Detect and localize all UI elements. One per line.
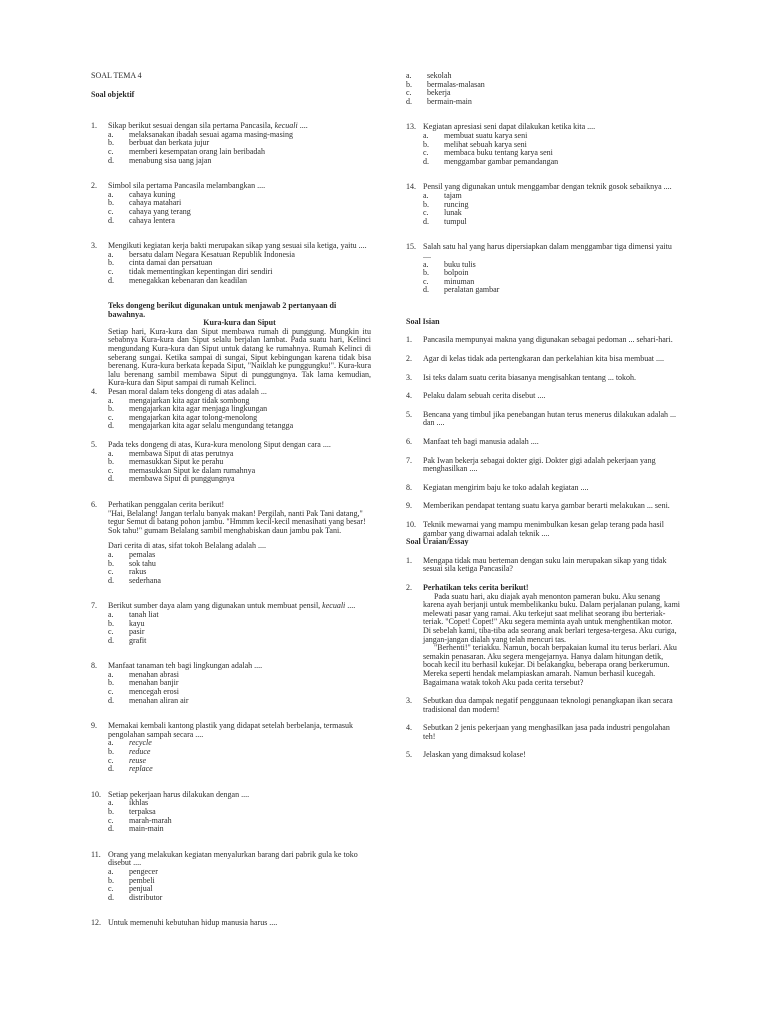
question-italic: kecuali <box>274 121 298 131</box>
question-number: 10. <box>91 789 101 799</box>
option-c[interactable]: c. memasukkan Siput ke dalam rumahnya <box>108 465 256 475</box>
isian-text: Kegiatan mengirim baju ke toko adalah kegiatan .... <box>423 482 589 492</box>
isian-text: Teknik mewarnai yang mampu menimbulkan kesan gelap terang pada hasil gambar yang diwarnai adalah teknik .... <box>423 520 664 538</box>
option-d[interactable]: d. tumpul <box>423 216 467 226</box>
story-body: Setiap hari, Kura-kura dan Siput membawa rumah di punggung. Mungkin itu sebabnya Kura-kura dan Siput selalu berjalan lambat. Pada suatu hari, Kelinci mengundang Kura-kura dan Siput untuk datang ke rumahnya. Rumah Kelinci di seberang sungai. Ketika sampai di sungai, Siput kebingungan karena tidak bisa berenang. Kura-kura berkata kepada Siput, "Naiklah ke punggungku!". Kura-kura lalu berenang sambil membawa Siput di punggungnya. Tak lama kemudian, Kura-kura dan Siput sampai di rumah Kelinci. <box>108 326 371 388</box>
essay-text: Mengapa tidak mau berteman dengan suku lain merupakan sikap yang tidak sesuai sila ketiga Pancasila? <box>423 555 667 574</box>
story-intro: Teks dongeng berikut digunakan untuk menjawab 2 pertanyaan di bawahnya. <box>108 301 337 319</box>
question-text: Untuk memenuhi kebutuhan hidup manusia harus .... <box>108 918 278 928</box>
option-c[interactable]: c. mencegah erosi <box>108 687 179 697</box>
option-c[interactable]: c. memberi kesempatan orang lain beribadah <box>108 146 265 156</box>
question-1 <box>91 122 371 165</box>
option-d[interactable]: d. menegakkan kebenaran dan keadilan <box>108 275 247 285</box>
question-number: 1. <box>91 121 97 131</box>
left-column <box>91 72 371 928</box>
isian-7: 7. Pak Iwan bekerja sebagai dokter gigi. Dokter gigi adalah pekerjaan yang menghasilkan .... <box>406 455 656 474</box>
option-c[interactable]: c. reuse <box>108 755 147 765</box>
option-a[interactable]: a. membuat suatu karya seni <box>423 130 528 140</box>
question-number: 5. <box>91 440 97 449</box>
right-column <box>406 72 681 760</box>
question-tail: .... <box>297 121 308 131</box>
isian-1: 1. Pancasila mempunyai makna yang digunakan sebagai pedoman ... sehari-hari. <box>406 335 673 345</box>
option-a[interactable]: a. sekolah <box>406 71 452 80</box>
option-c[interactable]: c. bekerja <box>406 88 451 98</box>
question-text: Pesan moral dalam teks dongeng di atas adalah ... <box>108 387 267 397</box>
option-d[interactable]: d. cahaya lentera <box>108 215 175 225</box>
option-a[interactable]: a. tanah liat <box>108 609 159 619</box>
option-b[interactable]: b. cinta damai dan persatuan <box>108 258 213 268</box>
option-d[interactable]: d. menahan aliran air <box>108 695 189 705</box>
option-d[interactable]: d. menabung sisa uang jajan <box>108 155 212 165</box>
question-13 <box>406 123 681 166</box>
essay-3: 3. Sebutkan dua dampak negatif penggunaan teknologi penangkapan ikan secara tradisional dan modern! <box>406 696 673 714</box>
question-15 <box>406 243 681 295</box>
question-number: 4. <box>91 387 97 397</box>
question-text: Sikap berikut sesuai dengan sila pertama Pancasila, <box>108 121 275 131</box>
option-d[interactable]: d. membawa Siput di punggungnya <box>108 474 235 484</box>
option-a[interactable]: a. tajam <box>423 190 462 200</box>
question-number: 9. <box>91 721 97 731</box>
isian-text: Manfaat teh bagi manusia adalah .... <box>423 437 539 447</box>
question-12 <box>91 919 371 928</box>
isian-text: Pak Iwan bekerja sebagai dokter gigi. Dokter gigi adalah pekerjaan yang menghasilkan .... <box>423 455 656 474</box>
option-c[interactable]: c. minuman <box>423 276 475 286</box>
isian-text: Pelaku dalam sebuah cerita disebut .... <box>423 391 546 401</box>
isian-4: 4. Pelaku dalam sebuah cerita disebut .... <box>406 391 546 401</box>
story-title: Kura-kura dan Siput <box>203 318 276 328</box>
option-a[interactable]: a. membawa Siput di atas perutnya <box>108 448 234 458</box>
question-number: 14. <box>406 182 416 192</box>
question-prompt: Dari cerita di atas, sifat tokoh Belalang adalah .... <box>108 541 266 551</box>
option-a[interactable]: a. pengecer <box>108 866 158 876</box>
question-text: Orang yang melakukan kegiatan menyalurkan barang dari pabrik gula ke toko disebut .... <box>108 849 358 868</box>
option-d[interactable]: d. menggambar gambar pemandangan <box>423 156 559 166</box>
question-4 <box>91 388 371 431</box>
question-number: 3. <box>91 241 97 251</box>
isian-text: Isi teks dalam suatu cerita biasanya mengisahkan tentang ... tokoh. <box>423 372 637 382</box>
essay-2: 2. Perhatikan teks cerita berikut! Pada suatu hari, aku diajak ayah menonton pameran buku. Aku senang karena ayah berjanji untuk membelikanku buku. Dalam perjalanan pulang, kami melewati pasar yang ramai. Aku terkejut saat melihat seorang ibu berteriak-teriak. "Copet! Copet!" Aku segera meminta ayah untuk menghentikan motor. Di sebelah kami, tiba-tiba ada seorang anak berlari tergesa-tergesa. Aku curiga, jangan-jangan dialah yang telah mencuri tas. "Berhenti!" teriakku. Namun, bocah berpakaian kumal itu terus berlari. Aku semakin penasaran. Aku segera mengejarnya. Hanya dalam hitungan detik, bocah kecil itu berhasil kukejar. Di belakangku, beberapa orang berkerumun. Mereka seperti hendak melampiaskan amarah. Namun berhasil kucegah. Bagaimana watak tokoh Aku pada cerita tersebut? <box>406 582 681 687</box>
option-a[interactable]: a. recycle <box>108 738 152 748</box>
option-d[interactable]: d. main-main <box>108 824 164 834</box>
question-text: Pada teks dongeng di atas, Kura-kura menolong Siput dengan cara .... <box>108 440 331 449</box>
essay-heading: Soal Uraian/Essay <box>406 537 469 547</box>
isian-2: 2. Agar di kelas tidak ada pertengkaran dan perkelahian kita bisa membuat .... <box>406 354 665 364</box>
option-d[interactable]: d. mengajarkan kita agar selalu mengundang tetangga <box>108 421 294 431</box>
option-d[interactable]: d. replace <box>108 764 153 774</box>
option-c[interactable]: c. cahaya yang terang <box>108 206 191 216</box>
essay-4: 4. Sebutkan 2 jenis pekerjaan yang menghasilkan jasa pada industri pengolahan teh! <box>406 723 670 741</box>
option-c[interactable]: c. membaca buku tentang karya seni <box>423 148 553 158</box>
option-a[interactable]: a. bersatu dalam Negara Kesatuan Republik Indonesia <box>108 249 295 259</box>
isian-6: 6. Manfaat teh bagi manusia adalah .... <box>406 437 539 447</box>
question-text: Pensil yang digunakan untuk menggambar dengan teknik gosok sebaiknya .... <box>423 182 672 192</box>
option-b[interactable]: b. reduce <box>108 747 151 757</box>
option-b[interactable]: b. melihat sebuah karya seni <box>423 139 527 149</box>
question-italic: kecuali <box>322 601 346 611</box>
option-c[interactable]: c. lunak <box>423 208 462 218</box>
option-b[interactable]: b. cahaya matahari <box>108 198 182 208</box>
question-9 <box>91 722 371 774</box>
question-11 <box>91 851 371 903</box>
question-14 <box>406 183 681 226</box>
option-b[interactable]: b. sok tahu <box>108 558 156 568</box>
question-text: Simbol sila pertama Pancasila melambangkan .... <box>108 181 266 191</box>
option-b[interactable]: b. bolpoin <box>423 268 469 278</box>
option-c[interactable]: c. penjual <box>108 884 153 894</box>
question-text: Perhatikan penggalan cerita berikut! <box>108 499 225 509</box>
option-d[interactable]: d. sederhana <box>108 575 161 585</box>
isian-9: 9. Memberikan pendapat tentang suatu karya gambar berarti melakukan ... seni. <box>406 501 670 511</box>
isian-text: Memberikan pendapat tentang suatu karya gambar berarti melakukan ... seni. <box>423 501 670 511</box>
story-block <box>91 302 371 388</box>
option-b[interactable]: b. terpaksa <box>108 807 156 816</box>
objective-heading: Soal objektif <box>91 89 135 99</box>
essay-text: Perhatikan teks cerita berikut! <box>423 582 529 592</box>
page-title: SOAL TEMA 4 <box>91 71 142 80</box>
option-b[interactable]: b. memasukkan Siput ke perahu <box>108 457 224 467</box>
question-3 <box>91 242 371 285</box>
option-a[interactable]: a. menahan abrasi <box>108 669 179 679</box>
isian-8: 8. Kegiatan mengirim baju ke toko adalah kegiatan .... <box>406 482 589 492</box>
option-b[interactable]: b. runcing <box>423 199 469 209</box>
isian-5: 5. Bencana yang timbul jika penebangan hutan terus menerus dilakukan adalah ... dan .... <box>406 409 677 428</box>
question-text: Mengikuti kegiatan kerja bakti merupakan sikap yang sesuai sila ketiga, yaitu .... <box>108 241 367 251</box>
essay-text: Sebutkan dua dampak negatif penggunaan teknologi penangkapan ikan secara tradisional dan modern! <box>423 696 673 714</box>
option-b[interactable]: b. berbuat dan berkata jujur <box>108 138 210 148</box>
option-a[interactable]: a. melaksanakan ibadah sesuai agama masing-masing <box>108 129 293 139</box>
option-d[interactable]: d. peralatan gambar <box>423 285 500 295</box>
question-text: Setiap pekerjaan harus dilakukan dengan .... <box>108 789 250 799</box>
essay-text: Jelaskan yang dimaksud kolase! <box>423 750 526 760</box>
essay-story-paragraph-1: Pada suatu hari, aku diajak ayah menonton pameran buku. Aku senang karena ayah berjanji untuk membelikanku buku. Dalam perjalanan pulang, kami melewati pasar yang ramai. Aku terkejut saat melihat seorang ibu berteriak-teriak. "Copet! Copet!" Aku segera meminta ayah untuk menghentikan motor. Di sebelah kami, tiba-tiba ada seorang anak berlari tergesa-tergesa. Aku curiga, jangan-jangan dialah yang telah mencuri tas. <box>423 591 681 644</box>
essay-story-paragraph-2: "Berhenti!" teriakku. Namun, bocah berpakaian kumal itu terus berlari. Aku semakin penasaran. Aku segera mengejarnya. Hanya dalam hitungan detik, bocah kecil itu berhasil kukejar. Di belakangku, beberapa orang berkerumun. Mereka seperti hendak melampiaskan amarah. Namun berhasil kucegah. Bagaimana watak tokoh Aku pada cerita tersebut? <box>423 643 677 687</box>
isian-heading: Soal Isian <box>406 316 440 326</box>
option-d[interactable]: d. distributor <box>108 892 163 902</box>
question-8 <box>91 662 371 705</box>
isian-10: 10. Teknik mewarnai yang mampu menimbulkan kesan gelap terang pada hasil gambar yang diwarnai adalah teknik .... <box>406 520 664 538</box>
question-text: Memakai kembali kantong plastik yang didapat setelah berbelanja, termasuk pengolahan sampah secara .... <box>108 721 354 739</box>
option-b[interactable]: b. menahan banjir <box>108 678 179 688</box>
question-7 <box>91 602 371 645</box>
question-number: 15. <box>406 242 416 252</box>
question-number: 12. <box>91 918 101 928</box>
story-quote: "Hai, Belalang! Jangan terlalu banyak makan! Pergilah, nanti Pak Tani datang," tegur Semut di batang pohon jambu. "Hmmm kecil-kecil menasihati yang besar! Sok tahu!" gumam Belalang sambil menghabiskan daun jambu pak Tani. <box>108 508 366 535</box>
essay-5: 5. Jelaskan yang dimaksud kolase! <box>406 750 526 760</box>
question-10 <box>91 791 371 834</box>
question-text: Manfaat tanaman teh bagi lingkungan adalah .... <box>108 661 263 671</box>
option-a[interactable]: a. pemalas <box>108 549 156 559</box>
option-a[interactable]: a. ikhlas <box>108 798 149 808</box>
option-c[interactable]: c. mengajarkan kita agar tolong-menolong <box>108 412 258 422</box>
isian-3: 3. Isi teks dalam suatu cerita biasanya mengisahkan tentang ... tokoh. <box>406 372 637 382</box>
question-number: 13. <box>406 122 416 132</box>
question-text: Kegiatan apresiasi seni dapat dilakukan ketika kita .... <box>423 122 596 132</box>
option-d[interactable]: d. bermain-main <box>406 96 472 106</box>
option-a[interactable]: a. cahaya kuning <box>108 189 176 199</box>
question-number: 6. <box>91 499 97 509</box>
essay-1: 1. Mengapa tidak mau berteman dengan suku lain merupakan sikap yang tidak sesuai sila ketiga Pancasila? <box>406 555 667 574</box>
option-b[interactable]: b. kayu <box>108 618 145 628</box>
question-6 <box>91 501 371 585</box>
option-a[interactable]: a. mengajarkan kita agar tidak sombong <box>108 395 250 405</box>
option-b[interactable]: b. pembeli <box>108 875 155 885</box>
essay-text: Sebutkan 2 jenis pekerjaan yang menghasilkan jasa pada industri pengolahan teh! <box>423 723 670 741</box>
option-c[interactable]: c. marah-marah <box>108 815 172 825</box>
question-number: 11. <box>91 849 101 859</box>
question-number: 7. <box>91 601 97 611</box>
question-5 <box>91 441 371 484</box>
option-b[interactable]: b. mengajarkan kita agar menjaga lingkungan <box>108 404 268 414</box>
question-tail: .... <box>345 601 356 611</box>
question-text: Berikut sumber daya alam yang digunakan untuk membuat pensil, <box>108 601 323 611</box>
isian-text: Bencana yang timbul jika penebangan hutan terus menerus dilakukan adalah ... dan .... <box>423 409 677 428</box>
option-a[interactable]: a. buku tulis <box>423 259 476 269</box>
option-c[interactable]: c. pasir <box>108 627 145 637</box>
option-d[interactable]: d. grafit <box>108 635 147 645</box>
isian-text: Agar di kelas tidak ada pertengkaran dan perkelahian kita bisa membuat .... <box>423 354 665 364</box>
question-12-options <box>406 72 681 106</box>
question-number: 2. <box>91 181 97 191</box>
question-2 <box>91 182 371 225</box>
question-number: 8. <box>91 661 97 671</box>
option-c[interactable]: c. rakus <box>108 567 147 577</box>
isian-text: Pancasila mempunyai makna yang digunakan sebagai pedoman ... sehari-hari. <box>423 335 673 345</box>
option-b[interactable]: b. bermalas-malasan <box>406 79 485 89</box>
option-c[interactable]: c. tidak mementingkan kepentingan diri sendiri <box>108 266 273 276</box>
question-text: Salah satu hal yang harus dipersiapkan dalam menggambar tiga dimensi yaitu .... <box>423 242 672 260</box>
